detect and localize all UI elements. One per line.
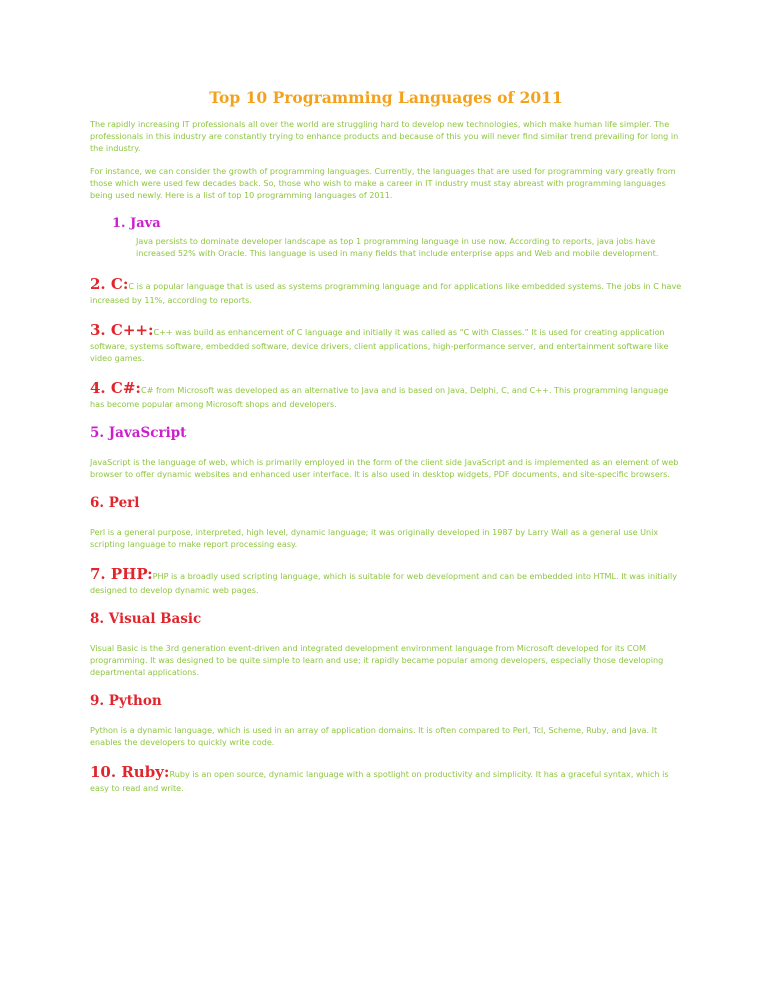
language-heading-php: 7. PHP: bbox=[90, 565, 153, 583]
intro-paragraph-2: For instance, we can consider the growth of programming languages. Currently, the languages that are used for programming vary greatly from those which were used few decades back. So, those who wish to make a career in IT industry must stay abreast with programming languages being used newly. Here is a list of top 10 programming languages of 2011. bbox=[90, 166, 676, 200]
language-desc-perl: Perl is a general purpose, interpreted, high level, dynamic language; it was originally developed in 1987 by Larry Wall as a general use Unix scripting language to make report processing easy. bbox=[90, 527, 659, 549]
language-item-visual-basic bbox=[90, 610, 682, 678]
language-heading-python: 9. Python bbox=[90, 693, 162, 709]
document-page bbox=[90, 88, 682, 808]
language-desc-c: C is a popular language that is used as systems programming language and for applications like embedded systems. The jobs in C have increased by 11%, according to reports. bbox=[90, 281, 682, 305]
language-heading-c: 2. C: bbox=[90, 275, 129, 293]
language-item-csharp bbox=[90, 378, 682, 410]
language-heading-ruby: 10. Ruby: bbox=[90, 763, 170, 781]
language-heading-java: 1. Java bbox=[112, 216, 161, 231]
intro-paragraph-1: The rapidly increasing IT professionals all over the world are struggling hard to develop new technologies, which make human life simpler. The professionals in this industry are constantly trying to enhance products and because of this you will never find similar trend prevailing for long in the industry. bbox=[90, 119, 679, 153]
language-item-perl bbox=[90, 494, 682, 550]
language-desc-javascript: JavaScript is the language of web, which is primarily employed in the form of the client side JavaScript and is implemented as an element of web browser to offer dynamic websites and enhanced user interface. It is also used in desktop widgets, PDF documents, and site-specific browsers. bbox=[90, 457, 679, 479]
language-heading-visual-basic: 8. Visual Basic bbox=[90, 611, 202, 627]
language-heading-csharp: 4. C#: bbox=[90, 379, 141, 397]
language-desc-visual-basic: Visual Basic is the 3rd generation event-driven and integrated development environment language from Microsoft developed for its COM programming. It was designed to be quite simple to learn and use; it rapidly became popular among developers, especially those developing departmental applications. bbox=[90, 643, 664, 677]
document-title: Top 10 Programming Languages of 2011 bbox=[209, 88, 563, 107]
language-heading-javascript: 5. JavaScript bbox=[90, 425, 187, 441]
language-item-php bbox=[90, 564, 682, 596]
language-item-javascript bbox=[90, 424, 682, 480]
language-item-java bbox=[90, 215, 682, 259]
language-desc-python: Python is a dynamic language, which is used in an array of application domains. It is often compared to Perl, Tcl, Scheme, Ruby, and Java. It enables the developers to quickly write code. bbox=[90, 725, 658, 747]
language-item-cpp bbox=[90, 320, 682, 364]
language-item-c bbox=[90, 274, 682, 306]
language-desc-php: PHP is a broadly used scripting language, which is suitable for web development and can be embedded into HTML. It was initially designed to develop dynamic web pages. bbox=[90, 571, 677, 595]
language-desc-java: Java persists to dominate developer landscape as top 1 programming language in use now. According to reports, java jobs have increased 52% with Oracle. This language is used in many fields that include enterprise apps and Web and mobile development. bbox=[136, 236, 659, 258]
language-heading-cpp: 3. C++: bbox=[90, 321, 154, 339]
language-desc-ruby: Ruby is an open source, dynamic language with a spotlight on productivity and simplicity. It has a graceful syntax, which is easy to read and write. bbox=[90, 769, 669, 793]
language-desc-cpp: C++ was build as enhancement of C language and initially it was called as “C with Classes.” It is used for creating application software, systems software, embedded software, device drivers, client applications, high-performance server, and entertainment software like video games. bbox=[90, 327, 669, 363]
language-item-python bbox=[90, 692, 682, 748]
language-heading-perl: 6. Perl bbox=[90, 495, 140, 511]
language-item-ruby bbox=[90, 762, 682, 794]
language-desc-csharp: C# from Microsoft was developed as an alternative to Java and is based on Java, Delphi, C, and C++. This programming language has become popular among Microsoft shops and developers. bbox=[90, 385, 669, 409]
